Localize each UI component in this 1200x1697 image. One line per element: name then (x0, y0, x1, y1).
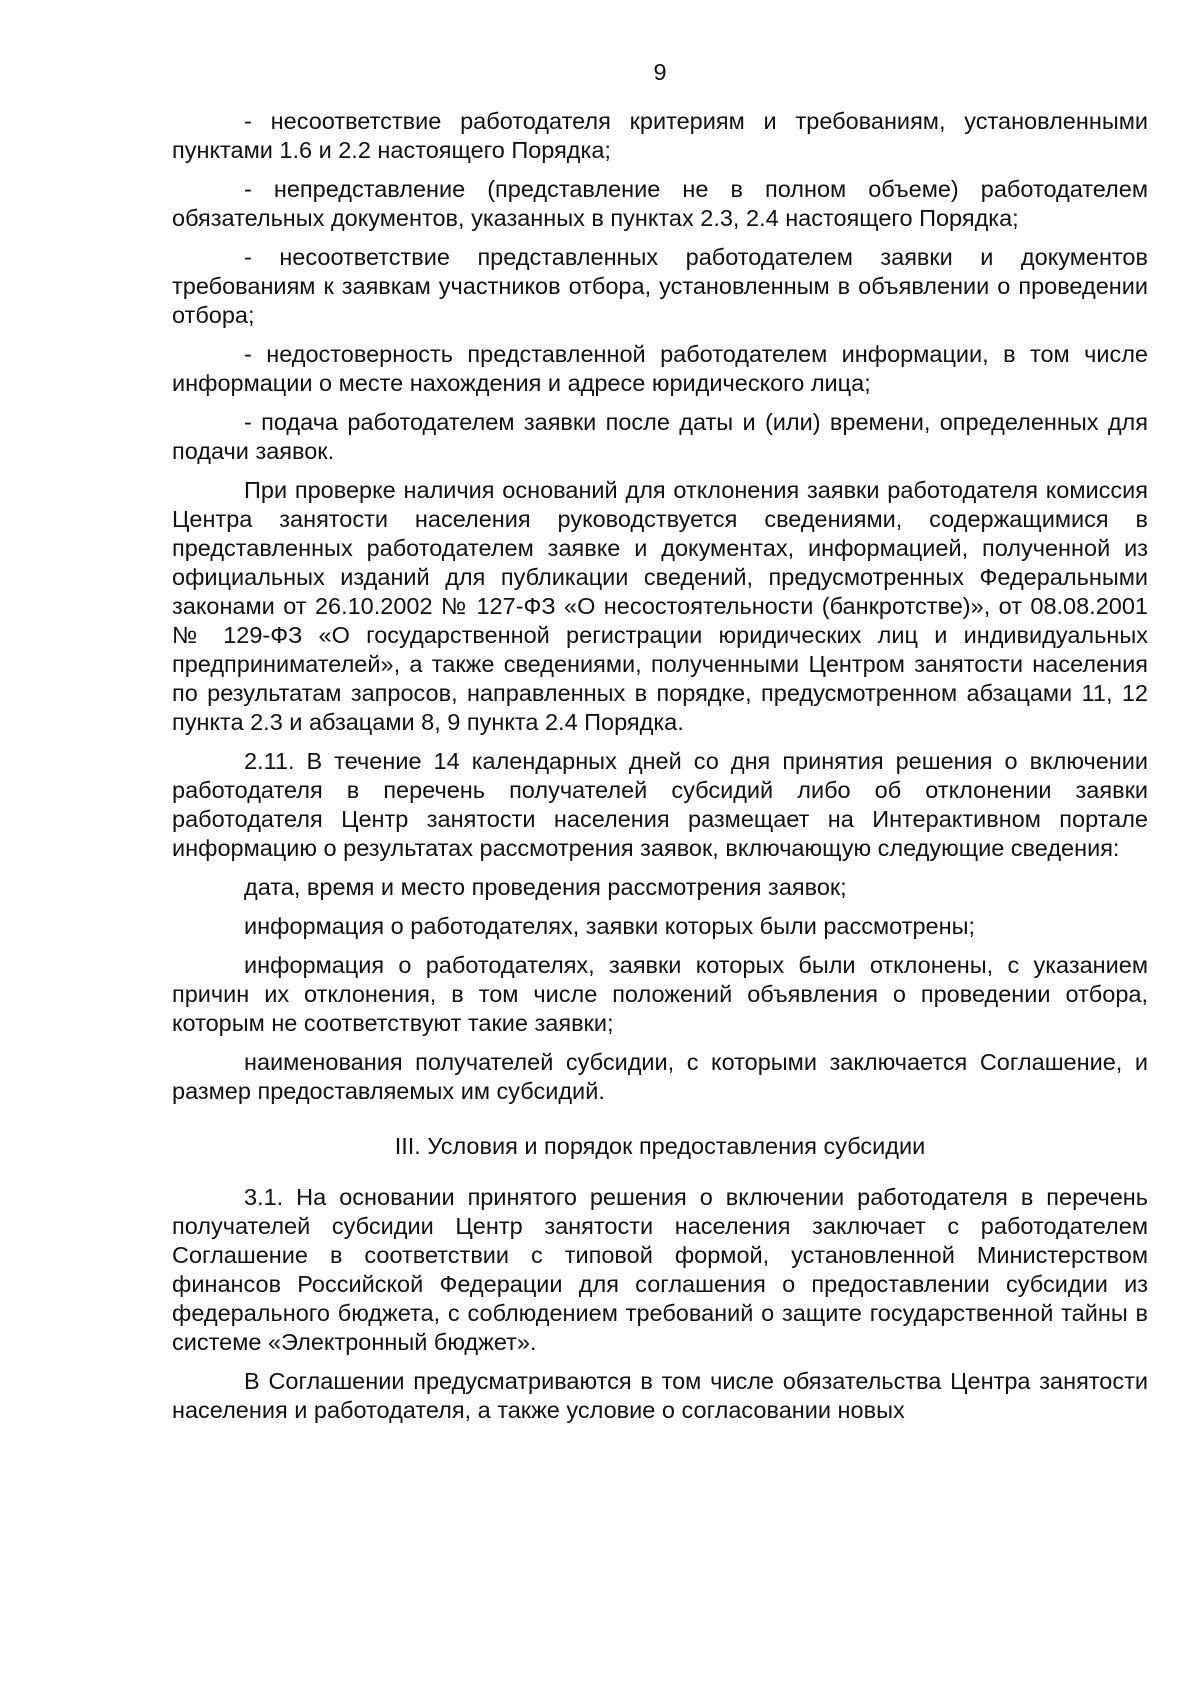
paragraph: наименования получателей субсидии, с которыми заключается Соглашение, и размер предоставляемых им субсидий. (172, 1049, 1148, 1104)
paragraph: дата, время и место проведения рассмотрения заявок; (244, 874, 847, 900)
page-number: 9 (653, 59, 667, 85)
body-after-heading (172, 1183, 1148, 1425)
paragraph: При проверке наличия оснований для отклонения заявки работодателя комиссия Центра занятости населения руководствуется сведениями, содержащимися в представленных работодателем заявке и документах, информацией, полученной из официальных изданий для публикации сведений, предусмотренных Федеральными законами от 26.10.2002 № 127-ФЗ «О несостоятельности (банкротстве)», от 08.08.2001 № 129-ФЗ «О государственной регистрации юридических лиц и индивидуальных предпринимателей», а также сведениями, полученными Центром занятости населения по результатам запросов, направленных в порядке, предусмотренном абзацами 11, 12 пункта 2.3 и абзацами 8, 9 пункта 2.4 Порядка. (172, 477, 1148, 735)
paragraph: информация о работодателях, заявки которых были рассмотрены; (244, 913, 976, 939)
paragraph: 2.11. В течение 14 календарных дней со дня принятия решения о включении работодателя в перечень получателей субсидий либо об отклонении заявки работодателя Центр занятости населения размещает на Интерактивном портале информацию о результатах рассмотрения заявок, включающую следующие сведения: (172, 748, 1148, 861)
paragraph: - несоответствие работодателя критериям и требованиям, установленными пунктами 1.6 и 2.2 настоящего Порядка; (172, 108, 1148, 163)
paragraph: - непредставление (представление не в полном объеме) работодателем обязательных документов, указанных в пунктах 2.3, 2.4 настоящего Порядка; (172, 176, 1148, 231)
paragraph: - недостоверность представленной работодателем информации, в том числе информации о месте нахождения и адресе юридического лица; (172, 341, 1148, 396)
section-heading: III. Условия и порядок предоставления субсидии (394, 1133, 926, 1159)
paragraph: 3.1. На основании принятого решения о включении работодателя в перечень получателей субсидии Центр занятости населения заключает с работодателем Соглашение в соответствии с типовой формой, установленной Министерством финансов Российской Федерации для соглашения о предоставлении субсидии из федерального бюджета, с соблюдением требований о защите государственной тайны в системе «Электронный бюджет». (172, 1184, 1148, 1355)
paragraph: - подача работодателем заявки после даты и (или) времени, определенных для подачи заявок. (172, 409, 1148, 464)
paragraph: информация о работодателях, заявки которых были отклонены, с указанием причин их отклонения, в том числе положений объявления о проведении отбора, которым не соответствуют такие заявки; (172, 952, 1148, 1036)
paragraph: В Соглашении предусматриваются в том числе обязательства Центра занятости населения и работодателя, а также условие о согласовании новых (172, 1368, 1148, 1423)
paragraph: - несоответствие представленных работодателем заявки и документов требованиям к заявкам участников отбора, установленным в объявлении о проведении отбора; (172, 244, 1148, 328)
body-before-heading (172, 107, 1148, 1106)
